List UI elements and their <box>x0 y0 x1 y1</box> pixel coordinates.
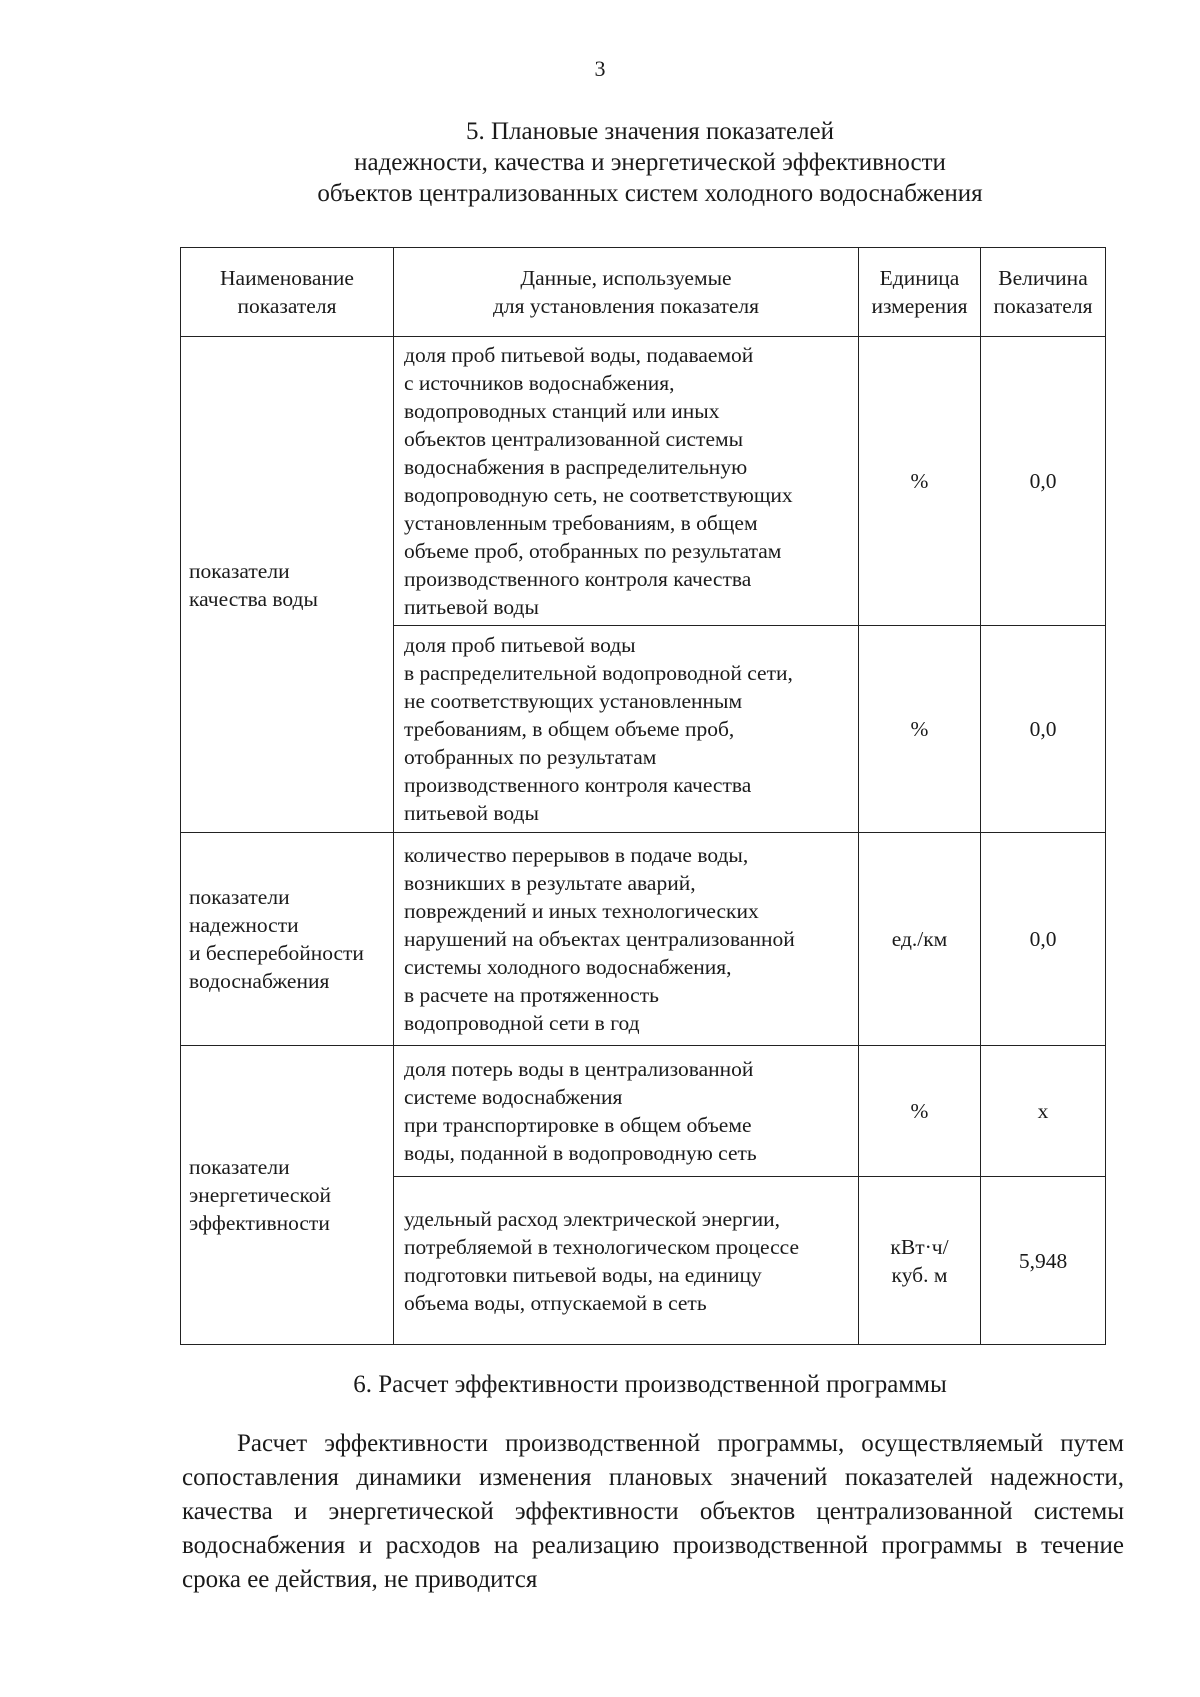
indicator-group-name: показатели энергетической эффективности <box>181 1046 394 1345</box>
table-row <box>181 337 1106 626</box>
indicator-value: 0,0 <box>981 626 1106 833</box>
table-header-row <box>181 248 1106 337</box>
indicator-value: 0,0 <box>981 337 1106 626</box>
section-6-paragraph: Расчет эффективности производственной программы, осуществляемый путем сопоставления динамики изменения плановых значений показателей надежности, качества и энергетической эффективности объектов централизованной системы водоснабжения и расходов на реализацию производственной программы в течение срока ее действия, не приводится <box>182 1430 1124 1593</box>
header-name: Наименование показателя <box>181 248 394 337</box>
table-row <box>181 833 1106 1046</box>
indicator-unit: % <box>859 337 981 626</box>
indicator-data: доля проб питьевой воды, подаваемой с источников водоснабжения, водопроводных станций или иных объектов централизованной системы водоснабжения в распределительную водопроводную сеть, не соответствующих установленным требованиям, в общем объеме проб, отобранных по результатам производственного контроля качества питьевой воды <box>394 337 859 626</box>
header-unit: Единица измерения <box>859 248 981 337</box>
header-value: Величина показателя <box>981 248 1106 337</box>
indicator-data: количество перерывов в подаче воды, возникших в результате аварий, повреждений и иных технологических нарушений на объектах централизованной системы холодного водоснабжения, в расчете на протяженность водопроводной сети в год <box>394 833 859 1046</box>
indicator-unit: кВт·ч/ куб. м <box>859 1177 981 1345</box>
indicator-data: доля потерь воды в централизованной системе водоснабжения при транспортировке в общем объеме воды, поданной в водопроводную сеть <box>394 1046 859 1177</box>
indicator-group-name: показатели надежности и бесперебойности водоснабжения <box>181 833 394 1046</box>
indicators-table <box>180 247 1106 1345</box>
indicator-group-name: показатели качества воды <box>181 337 394 833</box>
header-data: Данные, используемые для установления показателя <box>394 248 859 337</box>
indicator-data: удельный расход электрической энергии, потребляемой в технологическом процессе подготовки питьевой воды, на единицу объема воды, отпускаемой в сеть <box>394 1177 859 1345</box>
indicator-data: доля проб питьевой воды в распределительной водопроводной сети, не соответствующих установленным требованиям, в общем объеме проб, отобранных по результатам производственного контроля качества питьевой воды <box>394 626 859 833</box>
indicator-unit: ед./км <box>859 833 981 1046</box>
section-5-title: 5. Плановые значения показателей надежности, качества и энергетической эффективности объектов централизованных систем холодного водоснабжения <box>317 118 983 207</box>
indicator-value: 0,0 <box>981 833 1106 1046</box>
indicator-value: х <box>981 1046 1106 1177</box>
indicator-unit: % <box>859 626 981 833</box>
section-6-title: 6. Расчет эффективности производственной программы <box>353 1371 947 1398</box>
indicator-unit: % <box>859 1046 981 1177</box>
page-number: 3 <box>594 56 606 81</box>
indicator-value: 5,948 <box>981 1177 1106 1345</box>
table-row <box>181 1046 1106 1177</box>
